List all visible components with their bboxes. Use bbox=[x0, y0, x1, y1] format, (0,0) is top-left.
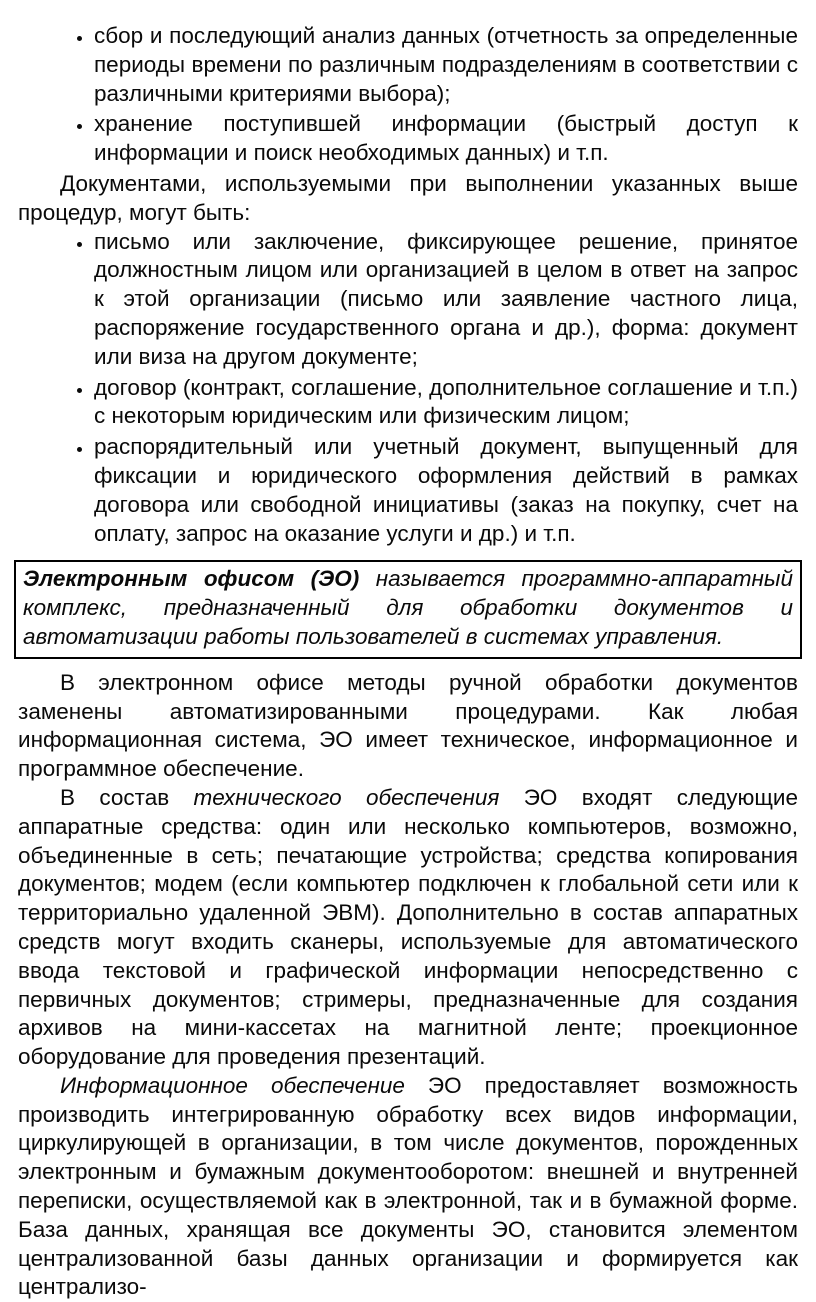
bullet-list-procedures bbox=[18, 22, 798, 168]
list-item: • хранение поступившей информации (быстрый доступ к информации и поиск необходимых данных) и т.п. bbox=[94, 110, 798, 168]
term-technical-support: технического обеспечения bbox=[193, 784, 500, 810]
list-item: • распорядительный или учетный документ, выпущенный для фиксации и юридического оформления действий в рамках договора или свободной инициативы (заказ на покупку, счет на оплату, запрос на оказание услуги и др.) и т.п. bbox=[94, 433, 798, 548]
paragraph-lead: В состав bbox=[60, 784, 194, 810]
term-information-support: Информационное обеспечение bbox=[60, 1072, 405, 1098]
definition-body: называется программно-аппаратный комплекс, предназначенный для обработки документов и автоматизации работы пользователей в системах управления. bbox=[23, 566, 794, 649]
list-item: • сбор и последующий анализ данных (отчетность за определенные периоды времени по различным подразделениям в соответствии с различными критериями выбора); bbox=[94, 22, 798, 108]
definition-abbr: (ЭО) bbox=[294, 566, 376, 592]
paragraph-technical-support bbox=[18, 784, 798, 1072]
list-item: • договор (контракт, соглашение, дополнительное соглашение и т.п.) с некоторым юридическим или физическим лицом; bbox=[94, 374, 798, 432]
paragraph-rest: ЭО входят следующие аппаратные средства: один или несколько компьютеров, возможно, объединенные в сеть; печатающие устройства; средства копирования документов; модем (если компьютер подключен к глобальной сети или к территориально удаленной ЭВМ). Дополнительно в состав аппаратных средств могут входить сканеры, используемые для автоматического ввода текстовой и графической информации непосредственно с первичных документов; стримеры, предназначенные для создания архивов на мини-кассетах на магнитной ленте; проекционное оборудование для проведения презентаций. bbox=[18, 784, 799, 1070]
bullet-list-document-types bbox=[18, 228, 798, 549]
definition-box-electronic-office bbox=[14, 560, 802, 658]
definition-term: Электронным офисом bbox=[23, 566, 295, 592]
list-item: • письмо или заключение, фиксирующее решение, принятое должностным лицом или организацией в целом в ответ на запрос к этой организации (письмо или заявление частного лица, распоряжение государственного органа и др.), форма: документ или виза на другом документе; bbox=[94, 228, 798, 372]
paragraph-information-support bbox=[18, 1072, 798, 1302]
paragraph-intro-documents: Документами, используемыми при выполнении указанных выше процедур, могут быть: bbox=[18, 170, 798, 225]
paragraph-eo-overview: В электронном офисе методы ручной обработки документов заменены автоматизированными процедурами. Как любая информационная система, ЭО имеет техническое, информационное и программное обеспечение. bbox=[18, 669, 798, 782]
paragraph-rest: ЭО предоставляет возможность производить интегрированную обработку всех видов информации, циркулирующей в организации, в том числе документов, порожденных электронным и бумажным документооборотом: внешней и внутренней переписки, осуществляемой как в электронной, так и в бумажной форме. База данных, хранящая все документы ЭО, становится элементом централизованной базы данных организации и формируется как централизо- bbox=[18, 1072, 798, 1300]
